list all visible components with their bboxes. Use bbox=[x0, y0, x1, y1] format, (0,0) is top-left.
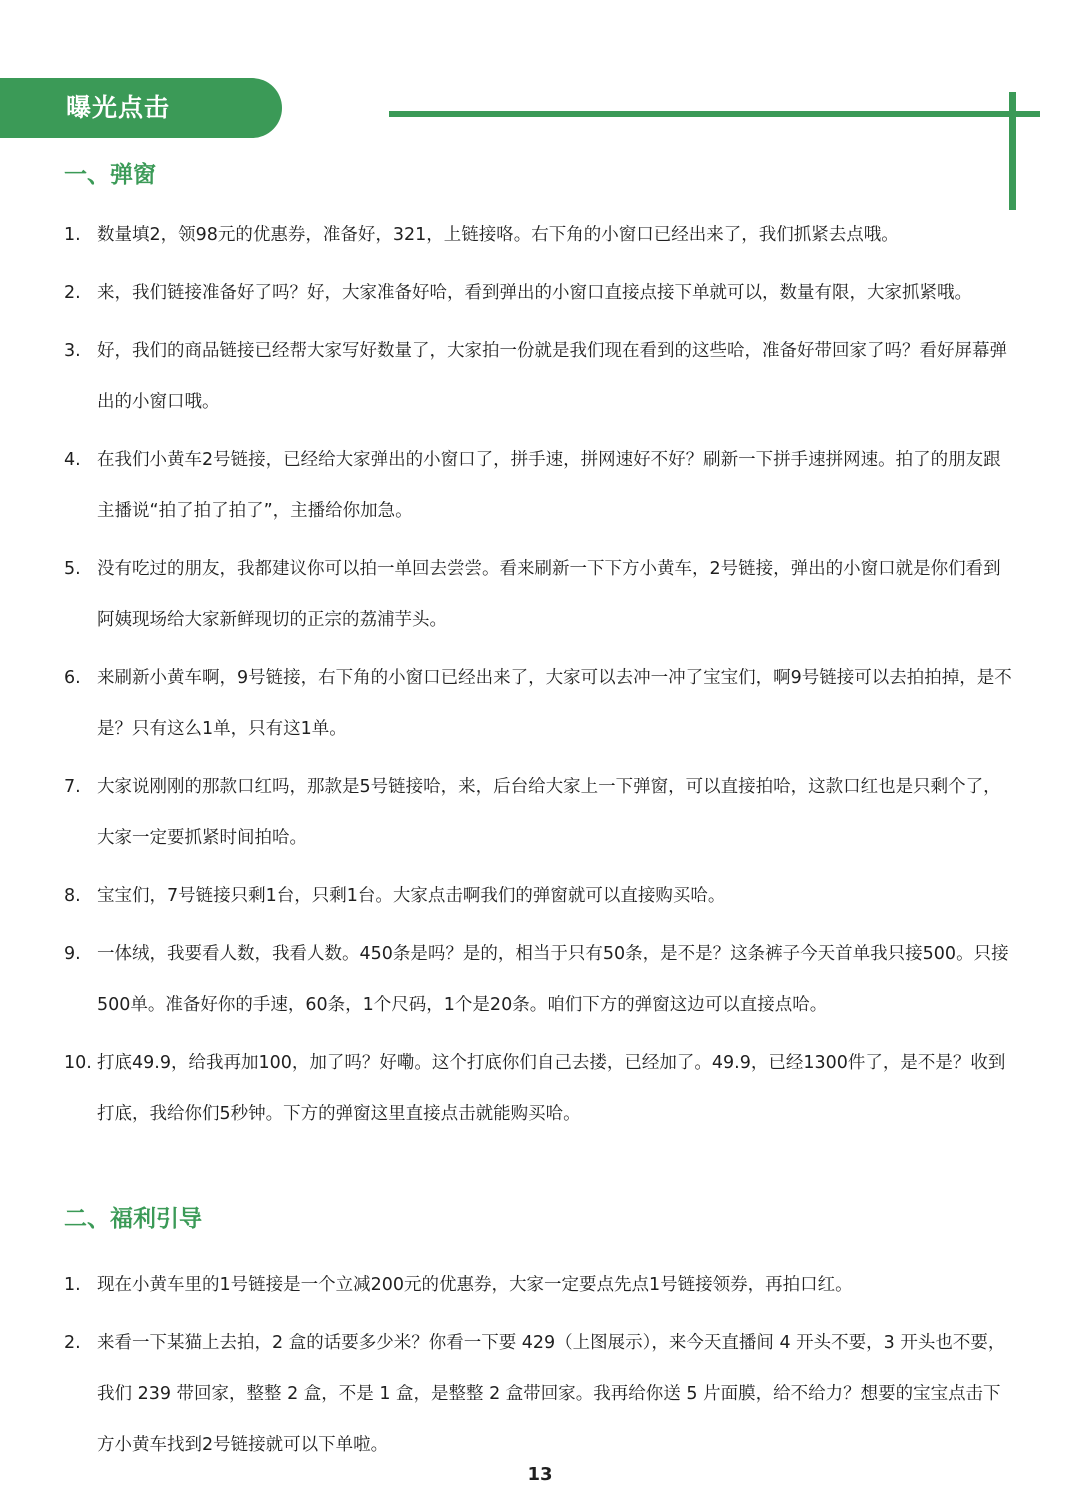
decorative-rule-vertical bbox=[1009, 92, 1016, 210]
item-number: 6. bbox=[64, 668, 81, 688]
item-text: 来，我们链接准备好了吗？好，大家准备好哈，看到弹出的小窗口直接点接下单就可以，数量有限，大家抓紧哦。 bbox=[97, 283, 972, 303]
item-text: 好，我们的商品链接已经帮大家写好数量了，大家拍一份就是我们现在看到的这些哈，准备好带回家了吗？看好屏幕弹出的小窗口哦。 bbox=[97, 341, 1007, 412]
item-text: 现在小黄车里的1号链接是一个立减200元的优惠券，大家一定要点先点1号链接领券，再拍口红。 bbox=[97, 1275, 853, 1295]
section-heading-benefits: 二、福利引导 bbox=[64, 1206, 202, 1232]
list-item bbox=[64, 326, 1014, 428]
list-item bbox=[64, 268, 1014, 319]
item-text: 一体绒，我要看人数，我看人数。450条是吗？是的，相当于只有50条，是不是？这条裤子今天首单我只接500。只接500单。准备好你的手速，60条，1个尺码，1个是20条。咱们下方的弹窗这边可以直接点哈。 bbox=[97, 944, 1009, 1015]
list-item bbox=[64, 871, 1014, 922]
list-item bbox=[64, 544, 1014, 646]
item-number: 1. bbox=[64, 225, 81, 245]
list-item bbox=[64, 929, 1014, 1031]
item-number: 5. bbox=[64, 559, 81, 579]
item-number: 8. bbox=[64, 886, 81, 906]
benefit-script-list bbox=[64, 1260, 1014, 1478]
section-banner bbox=[0, 78, 282, 138]
item-text: 没有吃过的朋友，我都建议你可以拍一单回去尝尝。看来刷新一下下方小黄车，2号链接，弹出的小窗口就是你们看到阿姨现场给大家新鲜现切的正宗的荔浦芋头。 bbox=[97, 559, 1001, 630]
list-item bbox=[64, 210, 1014, 261]
item-number: 2. bbox=[64, 1333, 81, 1353]
list-item bbox=[64, 1318, 1014, 1471]
page-number: 13 bbox=[527, 1464, 553, 1485]
banner-title: 曝光点击 bbox=[66, 93, 171, 122]
item-number: 1. bbox=[64, 1275, 81, 1295]
item-text: 来刷新小黄车啊，9号链接，右下角的小窗口已经出来了，大家可以去冲一冲了宝宝们，啊9号链接可以去拍拍掉，是不是？只有这么1单，只有这1单。 bbox=[97, 668, 1012, 739]
item-number: 10. bbox=[64, 1053, 92, 1073]
item-text: 大家说刚刚的那款口红吗，那款是5号链接哈，来，后台给大家上一下弹窗，可以直接拍哈，这款口红也是只剩个了，大家一定要抓紧时间拍哈。 bbox=[97, 777, 1001, 848]
item-text: 数量填2，领98元的优惠券，准备好，321，上链接咯。右下角的小窗口已经出来了，我们抓紧去点哦。 bbox=[97, 225, 899, 245]
item-text: 在我们小黄车2号链接，已经给大家弹出的小窗口了，拼手速，拼网速好不好？刷新一下拼手速拼网速。拍了的朋友跟主播说“拍了拍了拍了”，主播给你加急。 bbox=[97, 450, 1001, 521]
list-item bbox=[64, 1260, 1014, 1311]
item-number: 7. bbox=[64, 777, 81, 797]
item-number: 2. bbox=[64, 283, 81, 303]
item-number: 3. bbox=[64, 341, 81, 361]
section-heading-popup: 一、弹窗 bbox=[64, 162, 156, 188]
item-number: 4. bbox=[64, 450, 81, 470]
list-item bbox=[64, 762, 1014, 864]
decorative-rule-horizontal bbox=[389, 111, 1040, 117]
list-item bbox=[64, 435, 1014, 537]
popup-script-list bbox=[64, 210, 1014, 1147]
item-number: 9. bbox=[64, 944, 81, 964]
item-text: 宝宝们，7号链接只剩1台，只剩1台。大家点击啊我们的弹窗就可以直接购买哈。 bbox=[97, 886, 726, 906]
item-text: 来看一下某猫上去拍，2 盒的话要多少米？你看一下要 429（上图展示），来今天直播间 4 开头不要，3 开头也不要，我们 239 带回家，整整 2 盒，不是 1 盒，是整整 2 盒带回家。我再给你送 5 片面膜，给不给力？想要的宝宝点击下方小黄车找到2号链接就可以下单啦。 bbox=[97, 1333, 1006, 1455]
list-item bbox=[64, 1038, 1014, 1140]
list-item bbox=[64, 653, 1014, 755]
item-text: 打底49.9，给我再加100，加了吗？好嘞。这个打底你们自己去搂，已经加了。49.9，已经1300件了，是不是？收到打底，我给你们5秒钟。下方的弹窗这里直接点击就能购买哈。 bbox=[97, 1053, 1006, 1124]
